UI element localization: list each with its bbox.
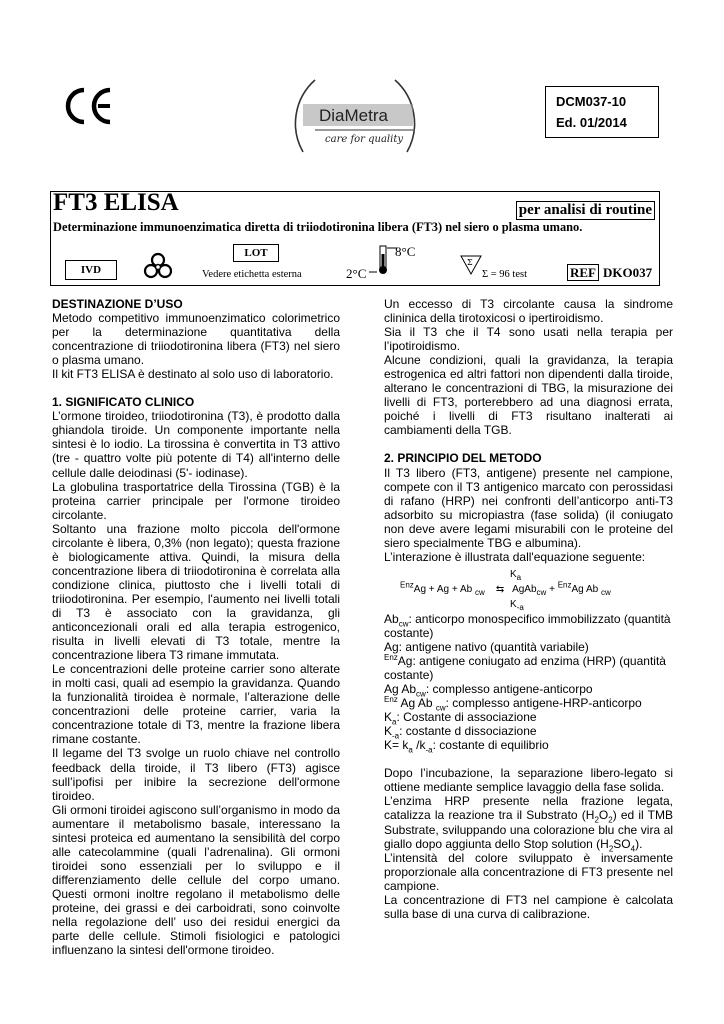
left-column	[52, 297, 340, 957]
equation-body: $^{Enz}$Ag + Ag + Ab $_{cw}$ ⇆ AgAb$_{cw}$ + $^{Enz}$Ag Ab $_{cw}$	[400, 580, 611, 597]
document-code: DCM037-10	[556, 94, 627, 109]
paragraph: L’enzima HRP presente nella frazione legata, catalizza la reazione tra il Substrato $(H_2O_2)$ ed il TMB Substrate, sviluppando una colorazione blu che vira al giallo dopo aggiunta dello Stop solution $(H_2SO_4)$.	[384, 794, 673, 853]
definition: Ag: antigene nativo (quantità variabile)	[384, 639, 589, 654]
definition: $^{Enz}$Ag: antigene coniugato ad enzima (HRP) (quantità costante)	[384, 652, 666, 683]
reference	[567, 265, 652, 281]
logo-tagline: care for quality	[325, 134, 403, 145]
svg-text:Σ: Σ	[467, 258, 473, 267]
ce-mark-icon	[64, 86, 116, 126]
lot-text: Vedere etichetta esterna	[202, 269, 302, 280]
heading-intended-use: DESTINAZIONE D’USO	[52, 297, 183, 311]
ref-code: DKO037	[603, 265, 653, 280]
definition: $K= k_a$ $/k_{-a}$: costante di equilibrio	[384, 738, 549, 755]
paragraph: Le concentrazioni delle proteine carrier sono alterate in molti casi, quali ad esempio la gravidanza. Quando la funzionalità tiroidea è normale, l’alterazione delle concentrazioni delle proteine carrier, varia la concentrazione totale di T3, mentre la frazione libera rimane costante.	[52, 662, 340, 747]
biohazard-icon	[143, 252, 173, 280]
paragraph: Un eccesso di T3 circolante causa la sindrome clininica della tirotoxicosi o ipertiroidismo.	[384, 297, 673, 326]
paragraph: Il legame del T3 svolge un ruolo chiave nel controllo feedback della tiroide, il T3 libero (FT3) agisce sull’ipofisi per inibire la secrezione dell'ormone tiroideo.	[52, 746, 340, 803]
paragraph: Il T3 libero (FT3, antigene) presente nel campione, compete con il T3 antigenico marcato con perossidasi di rafano (HRP) nei confronti dell’anticorpo anti-T3 adsorbito su micropiastra (fase solida) (il coniugato non deve avere legami misurabili con le proteine del siero specialmente TBG e albumina).	[384, 465, 673, 550]
routine-badge: per analisi di routine	[516, 201, 655, 220]
ref-label: REF	[567, 264, 599, 281]
reaction-equation	[384, 564, 673, 612]
product-subtitle: Determinazione immunoenzimatica diretta di triiodotironina libera (FT3) nel siero o plasma umano.	[53, 220, 583, 234]
definition: $K_{-a}$: costante d dissociazione	[384, 724, 537, 741]
paragraph: La concentrazione di FT3 nel campione è calcolata sulla base di una curva di calibrazione.	[384, 892, 673, 921]
ka-constant: $K_a$	[510, 568, 522, 582]
paragraph: L’interazione è illustrata dall'equazione seguente:	[384, 549, 646, 564]
k-minus-a-constant: $K_{-a}$	[510, 598, 524, 612]
paragraph: Soltanto una frazione molto piccola dell'ormone circolante è libera, 0,3% (non legato); questa frazione è biologicamente attiva. Quindi, la misura della concentrazione libera di triiodotironina è correlata alla condizione clinica, piuttosto che i livelli totali di triiodotironina. Per esempio, l'aumento nei livelli totali di T3 è associato con la gravidanza, gli anticoncezionali orali ed alla terapia estrogenico, risulta in livelli elevati di T3 totale, mentre la concentrazione libera T3 rimane immutata.	[52, 521, 340, 663]
right-column	[384, 297, 673, 921]
lot-label: LOT	[233, 244, 279, 262]
temperature-max: 8°C	[395, 244, 416, 259]
diametra-logo	[285, 72, 425, 158]
heading-method-principle: 2. PRINCIPIO DEL METODO	[384, 451, 542, 466]
temperature-min: 2°C	[346, 266, 367, 281]
sigma-tests-icon	[459, 254, 483, 276]
paragraph: Metodo competitivo immunoenzimatico colorimetrico per la determinazione quantitativa della concentrazione di triiodotironina libera (FT3) nel siero o plasma umano.	[52, 311, 340, 368]
paragraph: Alcune condizioni, quali la gravidanza, la terapia estrogenica ed altri fattori non dipendenti dalla tiroide, alterano le concentrazioni di TBG, la misurazione dei livelli di FT3, porterebbero ad una diagnosi errata, poiché i livelli di FT3 risultano inalterati ai cambiamenti della TGB.	[384, 353, 673, 438]
edition: Ed. 01/2014	[556, 115, 627, 130]
document-code-box	[545, 86, 659, 138]
definition: $^{Enz}$ Ag Ab $_{cw}$: complesso antigene-HRP-anticorpo	[384, 695, 642, 713]
paragraph: L’intensità del colore sviluppato è inversamente proporzionale alla concentrazione di FT3 presente nel campione.	[384, 850, 673, 893]
ivd-label: IVD	[65, 260, 117, 280]
definition: Ag $Ab_{cw}$: complesso antigene-anticorpo	[384, 682, 593, 699]
title-box	[50, 191, 660, 286]
paragraph: Il kit FT3 ELISA è destinato al solo uso di laboratorio.	[52, 367, 334, 382]
definition: $K_a$: Costante di associazione	[384, 710, 537, 727]
paragraph: L’ormone tiroideo, triiodotironina (T3), è prodotto dalla ghiandola tiroide. Un componente importante nella sintesi è lo iodio. La tirossina è convertita in T3 attivo (tre - quattro volte più potente di T4) all'interno delle cellule dalle deiodinasi (5'- iodinase).	[52, 409, 340, 480]
definition: $Ab_{cw}$: anticorpo monospecifico immobilizzato (quantità costante)	[384, 611, 671, 640]
product-title: FT3 ELISA	[53, 189, 179, 216]
paragraph: La globulina trasportatrice della Tirossina (TGB) è la proteina carrier principale per l'ormone tiroideo circolante.	[52, 479, 340, 522]
paragraph: Gli ormoni tiroidei agiscono sull’organismo in modo da aumentare il metabolismo basale, interessano la sintesi proteica ed aumentano la sensibilità del corpo alle catecolammine (quali l’adrenalina). Gli ormoni tiroidei sono essenziali per lo sviluppo e il differenziamento delle cellule del corpo umano. Questi ormoni inoltre regolano il metabolismo delle proteine, dei grassi e dei carboidrati, sono coinvolte nella regolazione dell’ uso dei residui energici da parte delle cellule. Stimoli fisiologici e patologici influenzano la sintesi dell'ormone tiroideo.	[52, 802, 340, 958]
paragraph: Dopo l’incubazione, la separazione libero-legato si ottiene mediante semplice lavaggio della fase solida.	[384, 766, 673, 795]
logo-name: DiaMetra	[319, 106, 388, 125]
paragraph: Sia il T3 che il T4 sono usati nella terapia per l’ipotiroidismo.	[384, 325, 673, 354]
heading-clinical-significance: 1. SIGNIFICATO CLINICO	[52, 395, 195, 410]
test-count: Σ = 96 test	[482, 269, 527, 280]
